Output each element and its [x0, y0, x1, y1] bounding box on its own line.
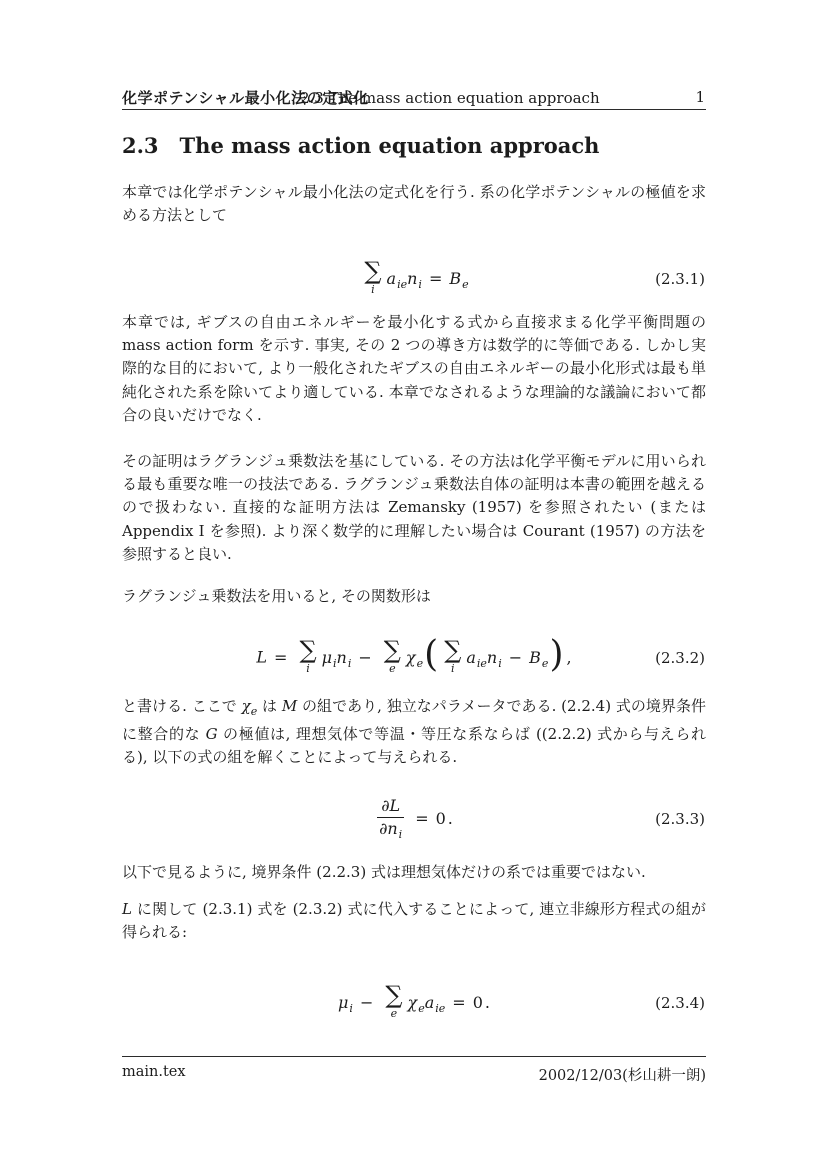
math-variable [338, 992, 353, 1015]
text-segment: ラグランジュ乗数法を用いると, その関数形は [122, 587, 431, 605]
equation-2-3-2-body [256, 633, 572, 676]
paragraph-lagrange-proof [122, 450, 706, 566]
math-sum [299, 638, 316, 674]
math-subscript: e [541, 656, 549, 670]
math-operator: = [274, 647, 288, 667]
equation-2-3-1-body [359, 257, 469, 297]
math-variable-base: a [466, 647, 476, 667]
math-sum [444, 638, 461, 674]
equation-2-3-2-number: (2.3.2) [655, 649, 705, 667]
sigma-symbol: ∑ [385, 981, 403, 1009]
math-subscript: e [416, 656, 424, 670]
header-chapter-title: 化学ポテンシャル最小化法の定式化 [122, 89, 369, 107]
text-segment: 本章では化学ポテンシャル最小化法の定式化を行う. 系の化学ポテンシャルの極値を求める方法として [122, 183, 706, 225]
text-segment: χ [241, 697, 251, 715]
math-variable [466, 647, 487, 670]
math-operator: = [415, 808, 429, 828]
math-sum [384, 638, 401, 674]
math-sum [385, 983, 402, 1019]
sum-index: e [389, 662, 396, 675]
math-subscript: ie [435, 1001, 446, 1015]
math-parenthesis: ) [549, 633, 564, 675]
math-variable-base: μ [338, 992, 349, 1012]
math-subscript: ie [397, 277, 408, 291]
text-segment: L [122, 900, 132, 918]
equation-2-3-4-number: (2.3.4) [655, 994, 705, 1012]
equation-2-3-3-number: (2.3.3) [655, 810, 705, 828]
math-punctuation: . [447, 808, 453, 828]
sum-index: e [390, 1007, 398, 1020]
section-title: The mass action equation approach [179, 133, 600, 158]
text-segment: 以下で見るように, 境界条件 (2.2.3) 式は理想気体だけの系では重要ではない. [122, 863, 646, 881]
math-variable-base: ∂n [379, 818, 398, 838]
sigma-symbol: ∑ [364, 257, 382, 285]
math-variable-base: χ [405, 647, 416, 667]
math-subscript: i [349, 1001, 353, 1015]
math-operator: − [359, 992, 374, 1012]
section-heading [122, 133, 706, 158]
math-operator: = [452, 992, 466, 1012]
fraction-denominator [375, 818, 406, 840]
math-number: 0 [435, 808, 446, 828]
math-punctuation: . [484, 992, 490, 1012]
math-subscript: i [498, 656, 502, 670]
sum-index: i [450, 662, 455, 675]
equation-2-3-2 [122, 620, 706, 696]
text-segment: M [281, 697, 298, 715]
math-subscript: i [333, 656, 337, 670]
text-segment: 本章では, ギブスの自由エネルギーを最小化する式から直接求まる化学平衡問題の mass action form を示す. 事実, その 2 つの導き方は数学的に等価である. しかし実際的な目的において, より一般化されたギブスの自由エネルギーの最小化形式は最も単純化された系を除いてより適している. 本章でなされるような理論的な議論において都合の良いだけでなく. [122, 313, 706, 424]
math-variable: L [256, 647, 268, 667]
math-subscript: e [462, 277, 469, 291]
math-operator: − [508, 647, 523, 667]
math-punctuation: , [566, 647, 572, 667]
math-subscript: i [347, 656, 352, 670]
equation-2-3-3-body [375, 797, 453, 841]
page-header [122, 86, 706, 110]
math-variable: ∂L [381, 795, 401, 815]
math-variable-base: a [386, 268, 397, 288]
fraction-numerator [377, 795, 404, 818]
math-fraction [375, 795, 406, 839]
header-page-number: 1 [695, 88, 705, 106]
math-variable-base: B [529, 647, 541, 667]
math-variable [321, 647, 337, 670]
paragraph-boundary-note [122, 861, 706, 884]
text-segment: の組であり, 独立なパラメータである. (2.2.4) 式の境界条件に整合的な [122, 697, 706, 744]
math-number: 0 [472, 992, 483, 1012]
equation-2-3-4 [122, 974, 706, 1032]
paragraph-gibbs-form [122, 311, 706, 427]
paragraph-intro [122, 181, 706, 227]
paragraph-substitution [122, 898, 706, 944]
math-variable-base: n [486, 647, 498, 667]
math-subscript: i [418, 277, 422, 291]
equation-2-3-3 [122, 786, 706, 852]
math-subscript: i [398, 827, 403, 841]
math-variable-base: n [407, 268, 418, 288]
math-variable-base: B [449, 268, 462, 288]
sigma-symbol: ∑ [444, 636, 462, 664]
footer-filename: main.tex [122, 1064, 186, 1080]
text-segment: G [205, 725, 218, 744]
paragraph-chi-parameters [122, 695, 706, 770]
equation-2-3-1 [122, 248, 706, 310]
math-variable [529, 647, 549, 670]
equation-2-3-4-body [338, 981, 490, 1021]
math-variable [405, 647, 424, 670]
math-variable-base: n [336, 647, 347, 667]
sigma-symbol: ∑ [383, 636, 401, 664]
math-subscript: e [418, 1001, 425, 1015]
math-parenthesis: ( [424, 633, 439, 675]
math-operator: = [428, 268, 443, 288]
math-variable-base: a [424, 992, 435, 1012]
text-segment: その証明はラグランジュ乗数法を基にしている. その方法は化学平衡モデルに用いられる最も重要な唯一の技法である. ラグランジュ乗数法自体の証明は本書の範囲を越えるので扱わない. 直接的な証明方法は Zemansky (1957) を参照されたい (または Appendix I を参照). より深く数学的に理解したい場合は Courant (1957) の方法を参照すると良い. [122, 452, 706, 563]
sum-index: i [371, 283, 375, 296]
sigma-symbol: ∑ [299, 636, 317, 664]
math-variable-base: χ [407, 992, 418, 1012]
math-variable [407, 268, 422, 291]
text-segment: に関して (2.3.1) 式を (2.3.2) 式に代入することによって, 連立非線形方程式の組が得られる: [122, 900, 706, 942]
text-segment: の極値は, 理想気体で等温・等圧な系ならば ((2.2.2) 式から与えられる), 以下の式の組を解くことによって与えられる. [122, 725, 706, 767]
math-variable [424, 992, 446, 1015]
paragraph-lagrange-use [122, 585, 706, 608]
section-number: 2.3 [122, 133, 159, 158]
math-subscript: ie [476, 656, 487, 670]
math-variable [386, 268, 408, 291]
math-sum [364, 259, 381, 295]
text-segment: e [250, 705, 258, 718]
math-variable [449, 268, 469, 291]
math-variable-base: μ [321, 647, 332, 667]
math-variable [379, 818, 402, 840]
page-footer [122, 1056, 706, 1085]
header-section-title: 2.3 The mass action equation approach [300, 89, 600, 107]
math-operator: − [358, 647, 372, 667]
text-segment: は [257, 697, 282, 715]
text-segment: と書ける. ここで [122, 697, 242, 715]
math-variable [336, 647, 352, 670]
sum-index: i [306, 662, 310, 675]
equation-2-3-1-number: (2.3.1) [655, 270, 705, 288]
footer-date-author: 2002/12/03(杉山耕一朗) [538, 1068, 706, 1084]
math-variable [486, 647, 502, 670]
math-variable [407, 992, 425, 1015]
